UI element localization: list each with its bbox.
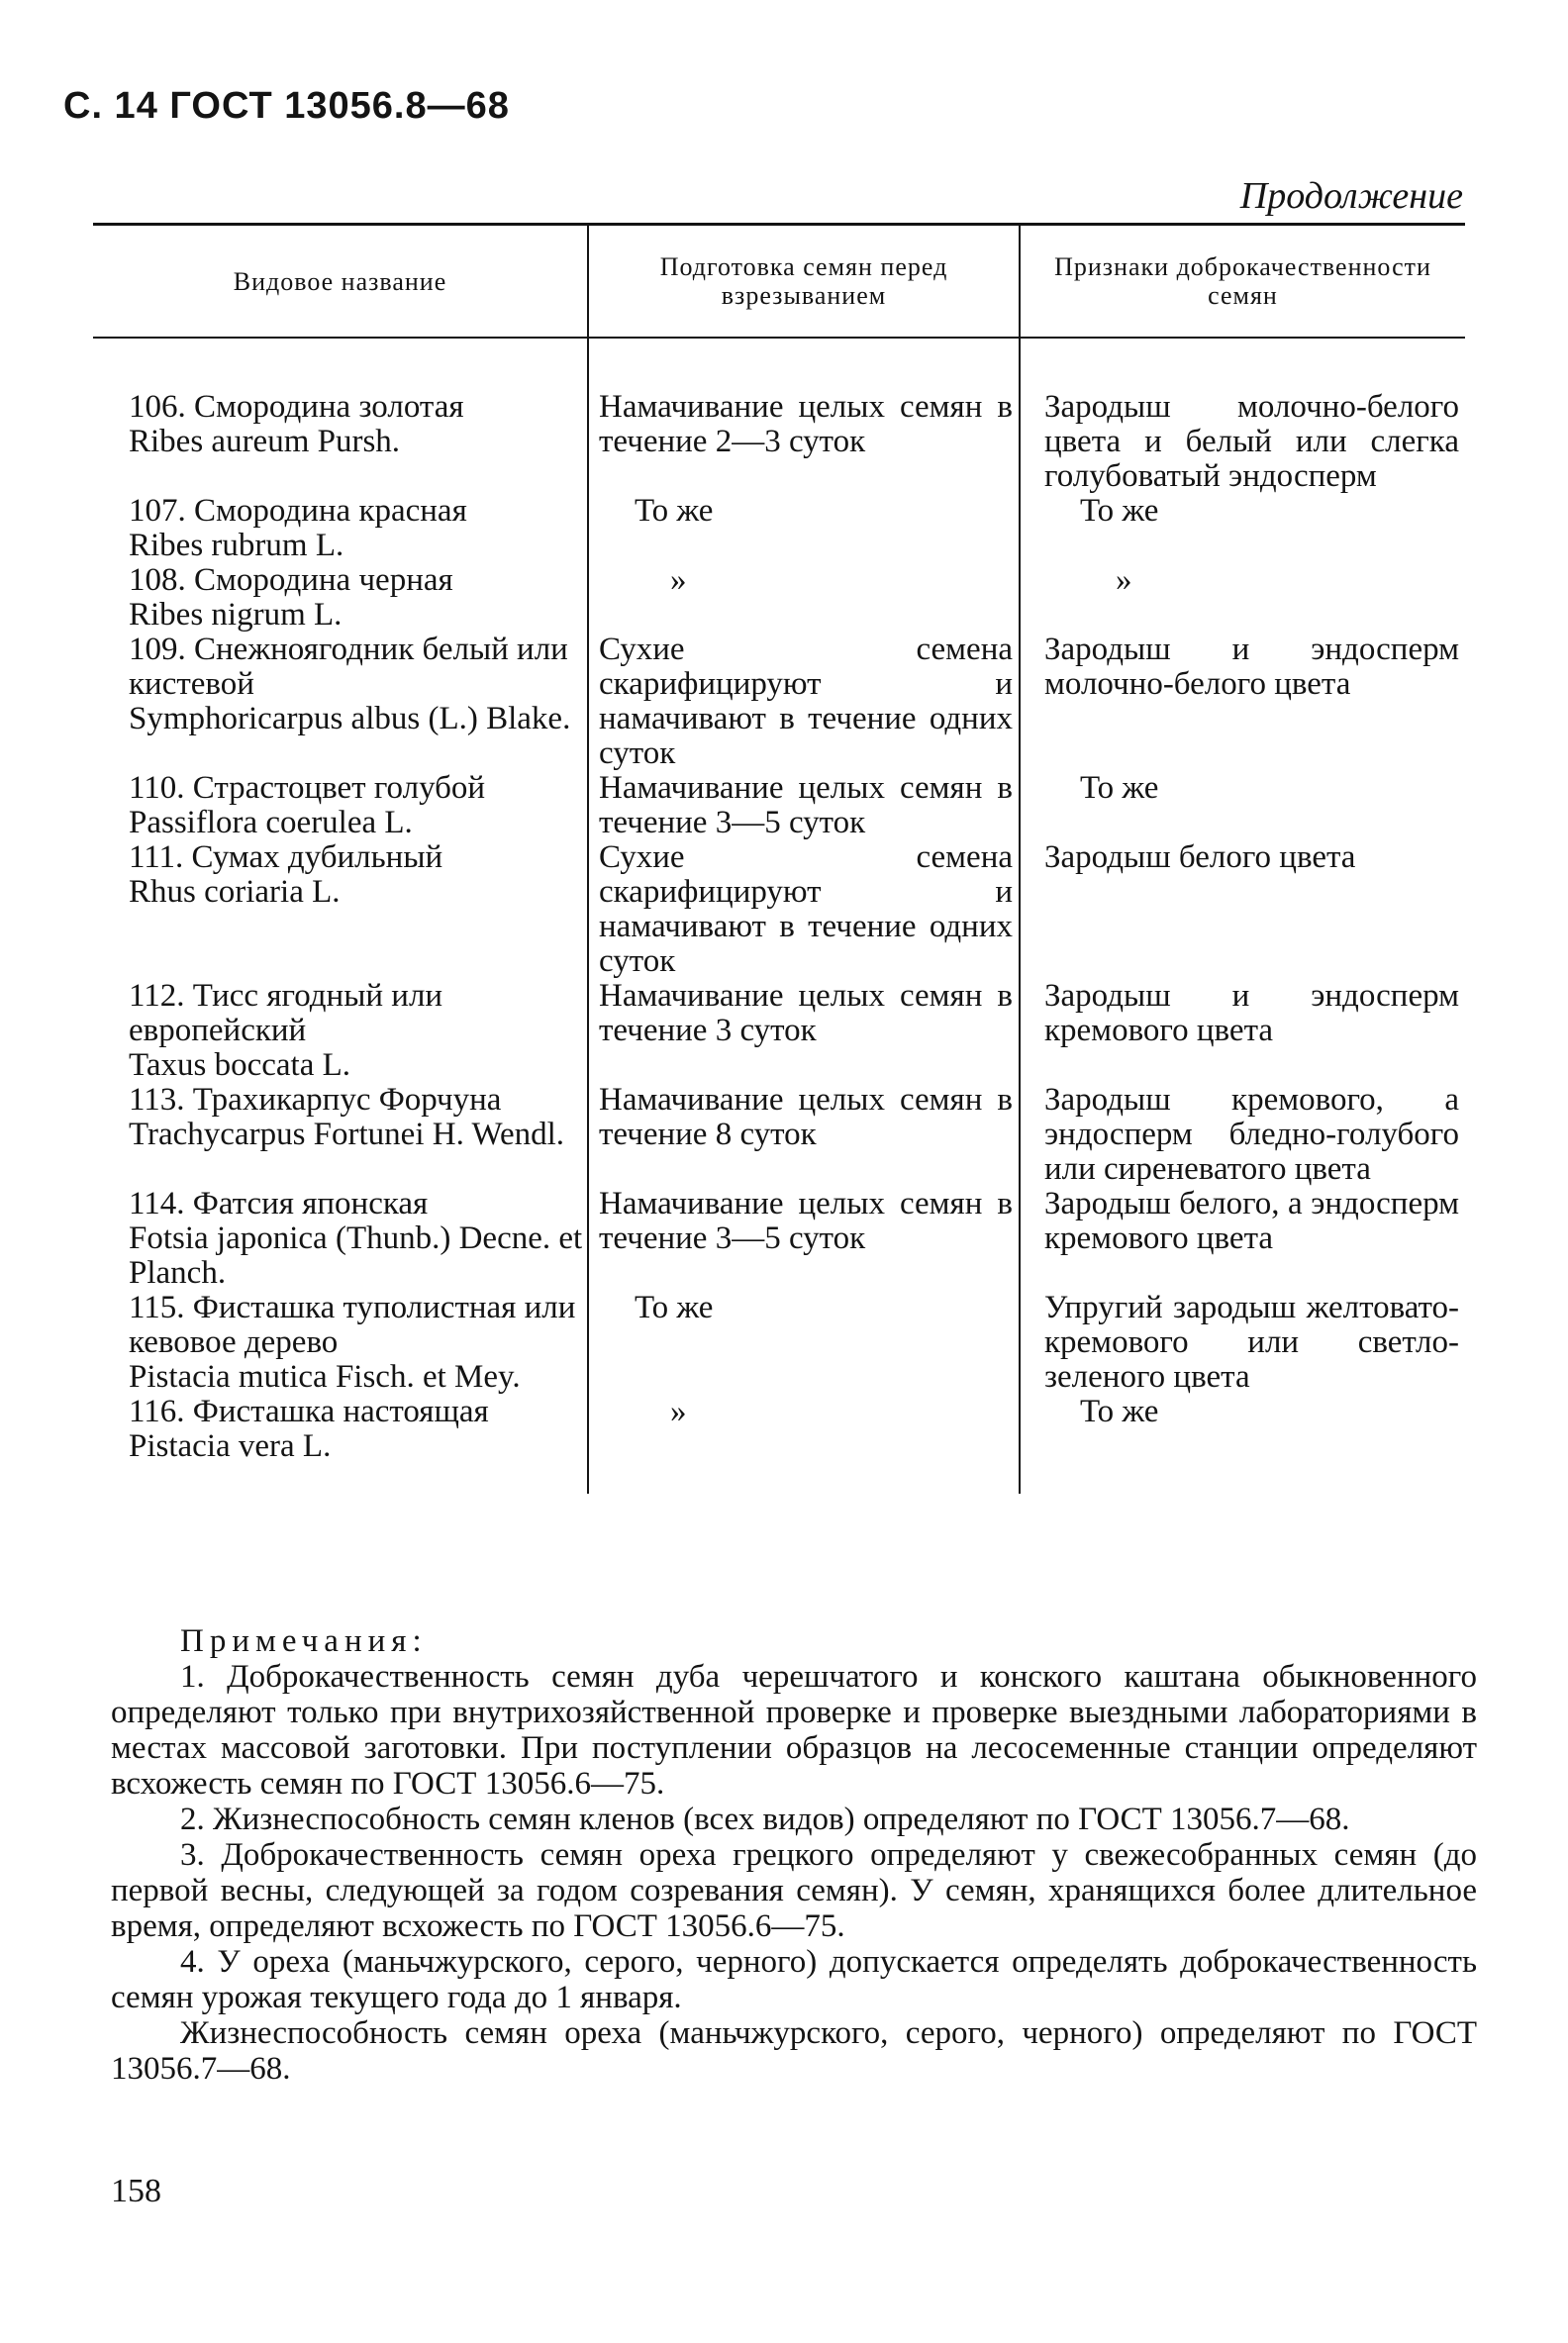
table-row xyxy=(93,1291,1465,1395)
species-name: 110. Страстоцвет голубой xyxy=(129,770,486,806)
quality-signs-cell: Зародыш кремового, а эндосперм бледно-голубого или сиреневатого цвета xyxy=(1044,1082,1459,1187)
quality-signs-cell: Зародыш белого, а эндосперм кремового цвета xyxy=(1044,1186,1459,1256)
table-row xyxy=(93,840,1465,979)
species-latin: Ribes aureum Pursh. xyxy=(129,424,401,459)
species-latin: Passiflora coerulea L. xyxy=(129,805,413,840)
preparation-cell: Намачивание целых семян в течение 3—5 суток xyxy=(588,771,1020,840)
preparation-cell: Намачивание целых семян в течение 2—3 суток xyxy=(588,338,1020,494)
species-name: 114. Фатсия японская xyxy=(129,1186,429,1221)
table-row xyxy=(93,338,1465,494)
preparation-cell: Намачивание целых семян в течение 3—5 суток xyxy=(588,1187,1020,1291)
species-latin: Ribes rubrum L. xyxy=(129,528,344,563)
species-latin: Pistacia vera L. xyxy=(129,1428,332,1464)
table-row xyxy=(93,1187,1465,1291)
species-latin: Taxus boccata L. xyxy=(129,1047,351,1083)
preparation-cell: » xyxy=(670,562,687,598)
seed-quality-table xyxy=(93,223,1465,1494)
quality-signs-cell: То же xyxy=(1080,493,1159,529)
table-row xyxy=(93,494,1465,563)
species-latin: Trachycarpus Fortunei H. Wendl. xyxy=(129,1117,565,1152)
table-row xyxy=(93,563,1465,633)
preparation-cell: Намачивание целых семян в течение 8 суток xyxy=(588,1083,1020,1187)
note-item: 1. Доброкачественность семян дуба черешчатого и конского каштана обыкновенного определяют только при внутрихозяйственной проверке и проверке выездными лабораториями в местах массовой заготовки. При поступлении образцов на лесосеменные станции определяют всхожесть семян по ГОСТ 13056.6—75. xyxy=(111,1659,1477,1802)
species-latin: Pistacia mutica Fisch. et Mey. xyxy=(129,1359,521,1395)
quality-signs-cell: Зародыш и эндосперм молочно-белого цвета xyxy=(1044,632,1459,702)
preparation-cell: Сухие семена скарифицируют и намачивают в течение одних суток xyxy=(588,840,1020,979)
species-name: 106. Смородина золотая xyxy=(129,389,464,425)
quality-signs-cell: Зародыш и эндосперм кремового цвета xyxy=(1044,978,1459,1048)
species-name: 113. Трахикарпус Форчуна xyxy=(129,1082,502,1118)
quality-signs-cell: Зародыш молочно-белого цвета и белый или слегка голубоватый эндосперм xyxy=(1044,389,1459,494)
table-row xyxy=(93,1395,1465,1494)
page-number: 158 xyxy=(111,2173,161,2209)
species-name: 107. Смородина красная xyxy=(129,493,467,529)
notes-section xyxy=(111,1623,1477,2087)
preparation-cell: То же xyxy=(635,493,714,529)
continuation-label: Продолжение xyxy=(1239,175,1463,217)
species-latin: Fotsia japonica (Thunb.) Decne. et Planch. xyxy=(129,1220,583,1291)
species-name: 109. Снежноягодник белый или кистевой xyxy=(129,632,568,702)
table-row xyxy=(93,633,1465,771)
species-name: 112. Тисс ягодный или европейский xyxy=(129,978,443,1048)
quality-signs-cell: То же xyxy=(1080,1394,1159,1429)
preparation-cell: Намачивание целых семян в течение 3 суток xyxy=(588,979,1020,1083)
note-item: 4. У ореха (маньчжурского, серого, черного) допускается определять доброкачественность семян урожая текущего года до 1 января. xyxy=(111,1944,1477,2015)
preparation-cell: То же xyxy=(635,1290,714,1325)
species-name: 115. Фисташка туполистная или кевовое дерево xyxy=(129,1290,576,1360)
column-header-quality-signs: Признаки доброкачественности семян xyxy=(1020,225,1465,339)
table-row xyxy=(93,979,1465,1083)
species-name: 111. Сумах дубильный xyxy=(129,839,443,875)
table-row xyxy=(93,1083,1465,1187)
notes-title: Примечания: xyxy=(180,1623,428,1659)
note-item: 3. Доброкачественность семян ореха грецкого определяют у свежесобранных семян (до первой весны, следующей за годом созревания семян). У семян, хранящихся более длительное время, определяют всхожесть по ГОСТ 13056.6—75. xyxy=(111,1837,1477,1944)
species-name: 108. Смородина черная xyxy=(129,562,453,598)
quality-signs-cell: Упругий зародыш желтовато-кремового или светло-зеленого цвета xyxy=(1044,1290,1459,1395)
note-item: Жизнеспособность семян ореха (маньчжурского, серого, черного) определяют по ГОСТ 13056.7—68. xyxy=(111,2015,1477,2087)
species-latin: Rhus coriaria L. xyxy=(129,874,341,910)
species-name: 116. Фисташка настоящая xyxy=(129,1394,489,1429)
species-latin: Symphoricarpus albus (L.) Blake. xyxy=(129,701,571,736)
table-header-row xyxy=(93,225,1465,339)
quality-signs-cell: » xyxy=(1116,562,1132,598)
quality-signs-cell: Зародыш белого цвета xyxy=(1044,839,1356,875)
species-latin: Ribes nigrum L. xyxy=(129,597,343,633)
table-row xyxy=(93,771,1465,840)
page-header: С. 14 ГОСТ 13056.8—68 xyxy=(63,85,510,127)
quality-signs-cell: То же xyxy=(1080,770,1159,806)
preparation-cell: » xyxy=(670,1394,687,1429)
column-header-preparation: Подготовка семян перед взрезыванием xyxy=(588,225,1020,339)
column-header-species: Видовое название xyxy=(93,225,588,339)
note-item: 2. Жизнеспособность семян кленов (всех видов) определяют по ГОСТ 13056.7—68. xyxy=(180,1802,1350,1837)
preparation-cell: Сухие семена скарифицируют и намачивают в течение одних суток xyxy=(588,633,1020,771)
